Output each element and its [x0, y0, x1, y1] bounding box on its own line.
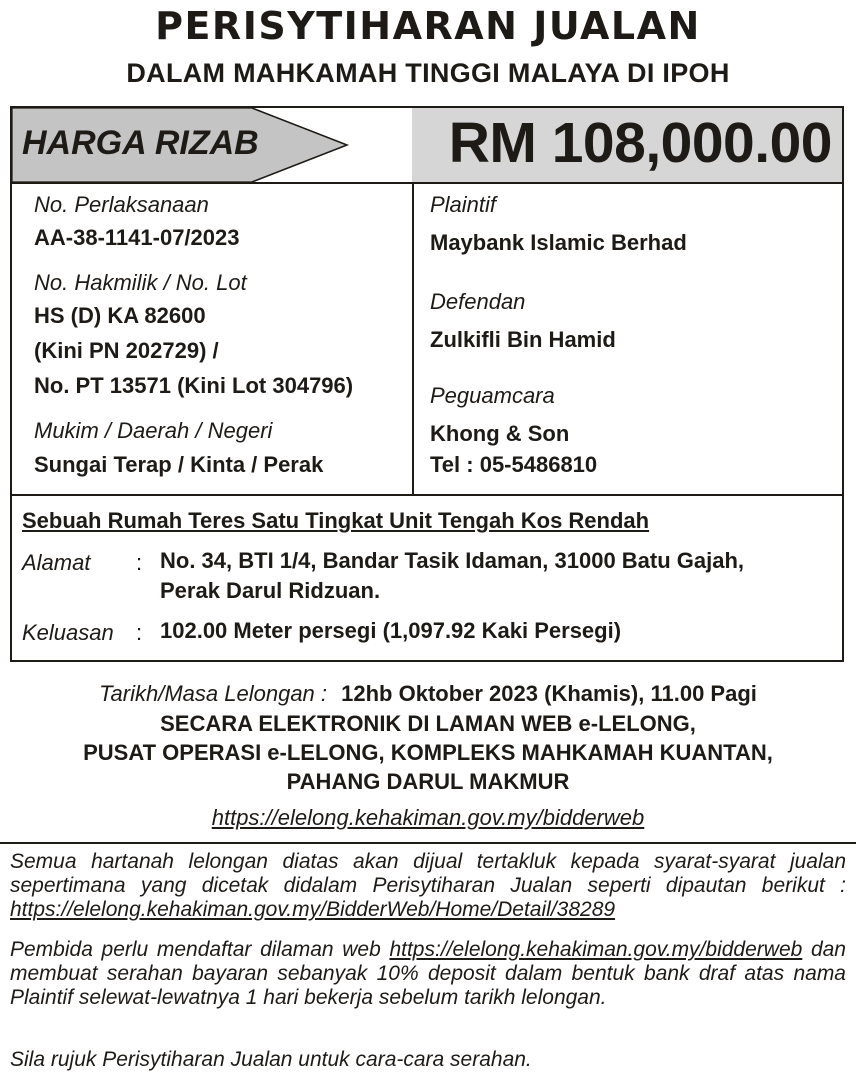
- court-subtitle: DALAM MAHKAMAH TINGGI MALAYA DI IPOH: [126, 58, 730, 88]
- lawyer-phone: Tel : 05-5486810: [430, 452, 598, 477]
- location-value: Sungai Terap / Kinta / Perak: [34, 452, 324, 477]
- defendant-value: Zulkifli Bin Hamid: [430, 327, 616, 352]
- address-colon: :: [136, 550, 143, 575]
- area-value: 102.00 Meter persegi (1,097.92 Kaki Persegi): [160, 618, 622, 643]
- reserve-price-value: RM 108,000.00: [448, 111, 832, 175]
- lawyer-name: Khong & Son: [430, 421, 570, 446]
- submission-note: Sila rujuk Perisytiharan Jualan untuk cara-cara serahan.: [10, 1048, 532, 1071]
- registration-text-before: Pembida perlu mendaftar dilaman web: [10, 938, 381, 961]
- plaintiff-value: Maybank Islamic Berhad: [430, 230, 687, 255]
- address-label: Alamat: [22, 550, 91, 575]
- footer-separator: [0, 842, 856, 844]
- auction-datetime: [0, 681, 856, 707]
- bidder-web-link[interactable]: https://elelong.kehakiman.gov.my/bidderweb: [211, 805, 645, 830]
- title-lot-label: No. Hakmilik / No. Lot: [34, 270, 247, 295]
- registration-paragraph: [10, 938, 846, 1010]
- address-line-2: Perak Darul Ridzuan.: [160, 578, 381, 603]
- reserve-label: HARGA RIZAB: [22, 124, 259, 162]
- property-description: Sebuah Rumah Teres Satu Tingkat Unit Tengah Kos Rendah: [22, 508, 650, 533]
- registration-link[interactable]: https://elelong.kehakiman.gov.my/bidderweb: [389, 938, 803, 961]
- notice-title: PERISYTIHARAN JUALAN: [155, 4, 701, 48]
- column-divider: [412, 182, 414, 494]
- execution-no-label: No. Perlaksanaan: [34, 192, 209, 217]
- title-lot-line-1: HS (D) KA 82600: [34, 303, 206, 328]
- execution-no-value: AA-38-1141-07/2023: [34, 225, 240, 250]
- reserve-label-arrow: [12, 108, 412, 182]
- title-lot-line-2: (Kini PN 202729) /: [34, 338, 219, 363]
- plaintiff-label: Plaintif: [430, 192, 497, 217]
- auction-datetime-value: 12hb Oktober 2023 (Khamis), 11.00 Pagi: [341, 681, 757, 706]
- auction-line-2: PUSAT OPERASI e-LELONG, KOMPLEKS MAHKAMAH KUANTAN,: [83, 740, 773, 765]
- registration-text-after: dan membuat serahan bayaran sebanyak 10% deposit dalam bentuk bank draf atas nama Plaintif selewat-lewatnya 1 hari bekerja sebelum tarikh lelongan.: [10, 938, 846, 1009]
- reserve-price-bar: [12, 108, 842, 184]
- location-label: Mukim / Daerah / Negeri: [34, 418, 273, 443]
- auction-line-1: SECARA ELEKTRONIK DI LAMAN WEB e-LELONG,: [160, 711, 696, 736]
- auction-datetime-label: Tarikh/Masa Lelongan :: [99, 681, 328, 706]
- lawyer-label: Peguamcara: [430, 383, 555, 408]
- address-line-1: No. 34, BTI 1/4, Bandar Tasik Idaman, 31000 Batu Gajah,: [160, 548, 745, 573]
- terms-paragraph: [10, 850, 846, 922]
- area-colon: :: [136, 620, 143, 645]
- area-label: Keluasan: [22, 620, 114, 645]
- section-divider: [12, 494, 842, 496]
- auction-line-3: PAHANG DARUL MAKMUR: [286, 769, 570, 794]
- title-lot-line-3: No. PT 13571 (Kini Lot 304796): [34, 373, 354, 398]
- notice-details-box: [10, 106, 844, 662]
- terms-detail-link[interactable]: https://elelong.kehakiman.gov.my/BidderWeb/Home/Detail/38289: [10, 898, 616, 921]
- terms-text: Semua hartanah lelongan diatas akan dijual tertakluk kepada syarat-syarat jualan sepertimana yang dicetak didalam Perisytiharan Jualan seperti dipautan berikut :: [10, 850, 846, 897]
- defendant-label: Defendan: [430, 289, 526, 314]
